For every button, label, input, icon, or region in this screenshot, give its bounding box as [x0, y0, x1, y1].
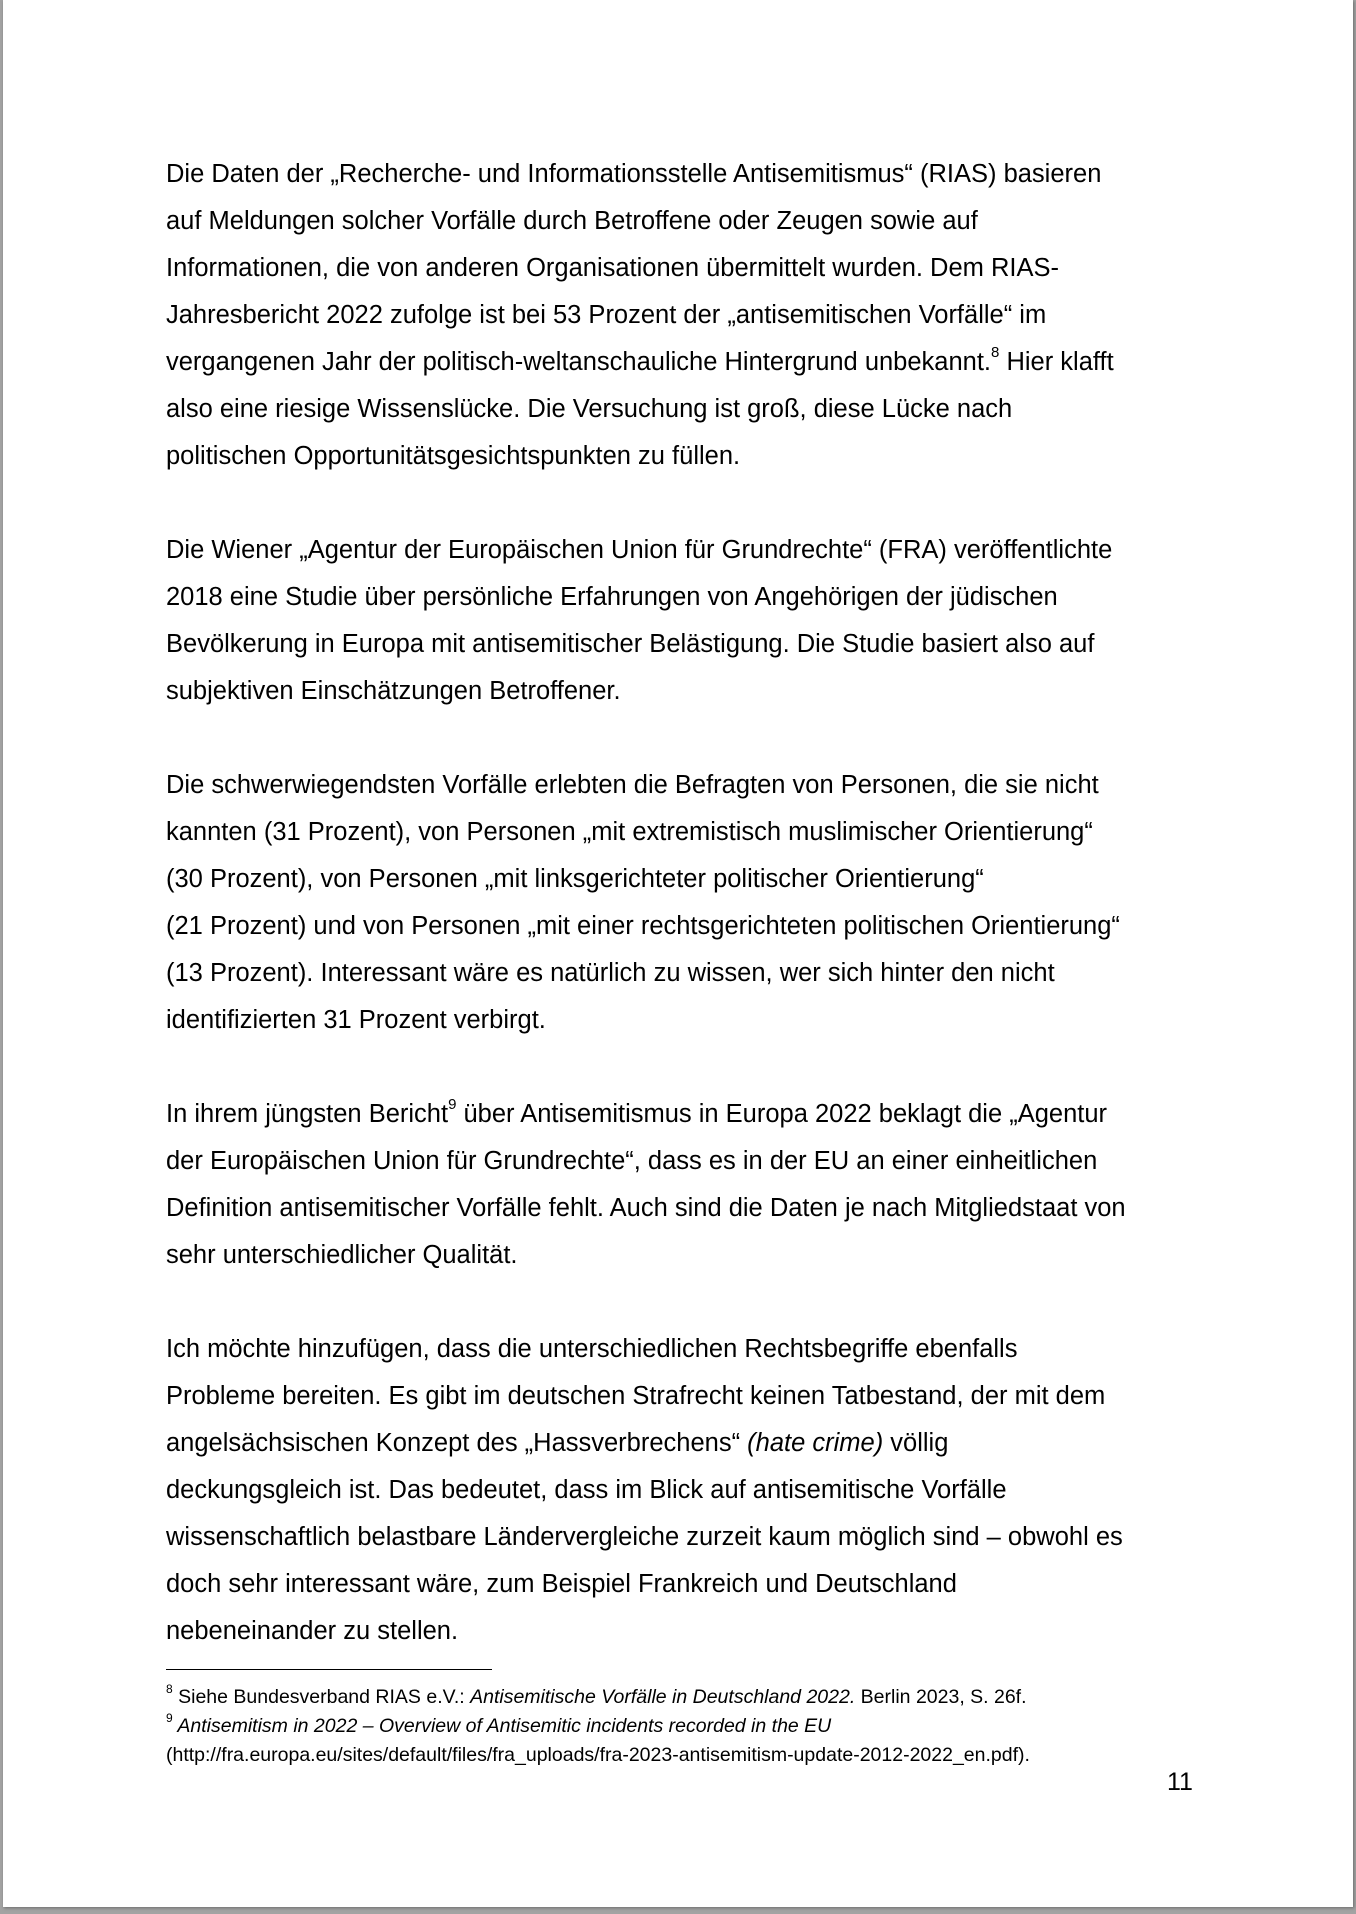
footnote-8 — [166, 1683, 1216, 1712]
text-line: Jahresbericht 2022 zufolge ist bei 53 Prozent der „antisemitischen Vorfälle“ im — [166, 301, 1047, 329]
text-segment: Hier klafft — [999, 348, 1114, 376]
text-segment: vergangenen Jahr der politisch-weltanschauliche Hintergrund unbekannt. — [166, 348, 992, 376]
footnotes — [166, 1683, 1216, 1770]
paragraph-fra-report — [166, 1091, 1216, 1279]
footnote-ref-8[interactable]: 8 — [991, 343, 1000, 361]
paragraph-rias — [166, 151, 1216, 480]
text-line: subjektiven Einschätzungen Betroffener. — [166, 677, 621, 705]
text-line: (21 Prozent) und von Personen „mit einer rechtsgerichteten politischen Orientierung“ — [166, 912, 1120, 940]
footnote-number: 8 — [166, 1681, 173, 1696]
body-text — [166, 151, 1216, 1655]
text-line: 2018 eine Studie über persönliche Erfahrungen von Angehörigen der jüdischen — [166, 583, 1058, 611]
text-line: politischen Opportunitätsgesichtspunkten zu füllen. — [166, 442, 741, 470]
text-line: (30 Prozent), von Personen „mit linksgerichteter politischer Orientierung“ — [166, 865, 984, 893]
text-line: Definition antisemitischer Vorfälle fehlt. Auch sind die Daten je nach Mitgliedstaat von — [166, 1194, 1126, 1222]
text-line: Bevölkerung in Europa mit antisemitischer Belästigung. Die Studie basiert also auf — [166, 630, 1095, 658]
text-segment: über Antisemitismus in Europa 2022 beklagt die „Agentur — [456, 1100, 1108, 1128]
text-line — [166, 1091, 1216, 1138]
text-line: nebeneinander zu stellen. — [166, 1617, 459, 1645]
page-number: 11 — [1167, 1768, 1193, 1796]
text-line: der Europäischen Union für Grundrechte“, dass es in der EU an einer einheitlichen — [166, 1147, 1098, 1175]
paragraph-legal-terms — [166, 1326, 1216, 1655]
footnote-separator — [166, 1669, 492, 1670]
footnote-9 — [166, 1712, 1216, 1741]
paragraph-incidents — [166, 762, 1216, 1044]
text-line: Ich möchte hinzufügen, dass die unterschiedlichen Rechtsbegriffe ebenfalls — [166, 1335, 1018, 1363]
footnote-number: 9 — [166, 1710, 173, 1725]
italic-term: (hate crime) — [747, 1429, 884, 1457]
text-line: Informationen, die von anderen Organisationen übermittelt wurden. Dem RIAS- — [166, 254, 1059, 282]
text-line: doch sehr interessant wäre, zum Beispiel Frankreich und Deutschland — [166, 1570, 957, 1598]
text-line: Probleme bereiten. Es gibt im deutschen Strafrecht keinen Tatbestand, der mit dem — [166, 1382, 1106, 1410]
document-page — [3, 0, 1353, 1907]
text-segment: angelsächsischen Konzept des „Hassverbrechens“ — [166, 1429, 748, 1457]
text-line: kannten (31 Prozent), von Personen „mit extremistisch muslimischer Orientierung“ — [166, 818, 1093, 846]
footnote-title: Antisemitism in 2022 – Overview of Antisemitic incidents recorded in the EU — [172, 1715, 832, 1737]
text-segment: völlig — [883, 1429, 949, 1457]
text-line: Die Daten der „Recherche- und Informationsstelle Antisemitismus“ (RIAS) basieren — [166, 160, 1102, 188]
text-line: sehr unterschiedlicher Qualität. — [166, 1241, 518, 1269]
text-line: Die Wiener „Agentur der Europäischen Union für Grundrechte“ (FRA) veröffentlichte — [166, 536, 1113, 564]
text-line: (13 Prozent). Interessant wäre es natürlich zu wissen, wer sich hinter den nicht — [166, 959, 1055, 987]
footnote-text: Berlin 2023, S. 26f. — [855, 1686, 1027, 1708]
paragraph-fra-study — [166, 527, 1216, 715]
footnote-title: Antisemitische Vorfälle in Deutschland 2022. — [470, 1686, 856, 1708]
text-segment: In ihrem jüngsten Bericht — [166, 1100, 449, 1128]
text-line — [166, 339, 1216, 386]
text-line: Die schwerwiegendsten Vorfälle erlebten die Befragten von Personen, die sie nicht — [166, 771, 1099, 799]
text-line: identifizierten 31 Prozent verbirgt. — [166, 1006, 546, 1034]
text-line: wissenschaftlich belastbare Ländervergleiche zurzeit kaum möglich sind – obwohl es — [166, 1523, 1123, 1551]
text-line: auf Meldungen solcher Vorfälle durch Betroffene oder Zeugen sowie auf — [166, 207, 978, 235]
text-line — [166, 1420, 1216, 1467]
text-line: also eine riesige Wissenslücke. Die Versuchung ist groß, diese Lücke nach — [166, 395, 1013, 423]
footnote-ref-9[interactable]: 9 — [448, 1095, 457, 1113]
footnote-url[interactable]: (http://fra.europa.eu/sites/default/files/fra_uploads/fra-2023-antisemitism-update-2012-2022_en.pdf). — [166, 1744, 1030, 1766]
footnote-text: Siehe Bundesverband RIAS e.V.: — [172, 1686, 471, 1708]
text-line: deckungsgleich ist. Das bedeutet, dass im Blick auf antisemitische Vorfälle — [166, 1476, 1007, 1504]
